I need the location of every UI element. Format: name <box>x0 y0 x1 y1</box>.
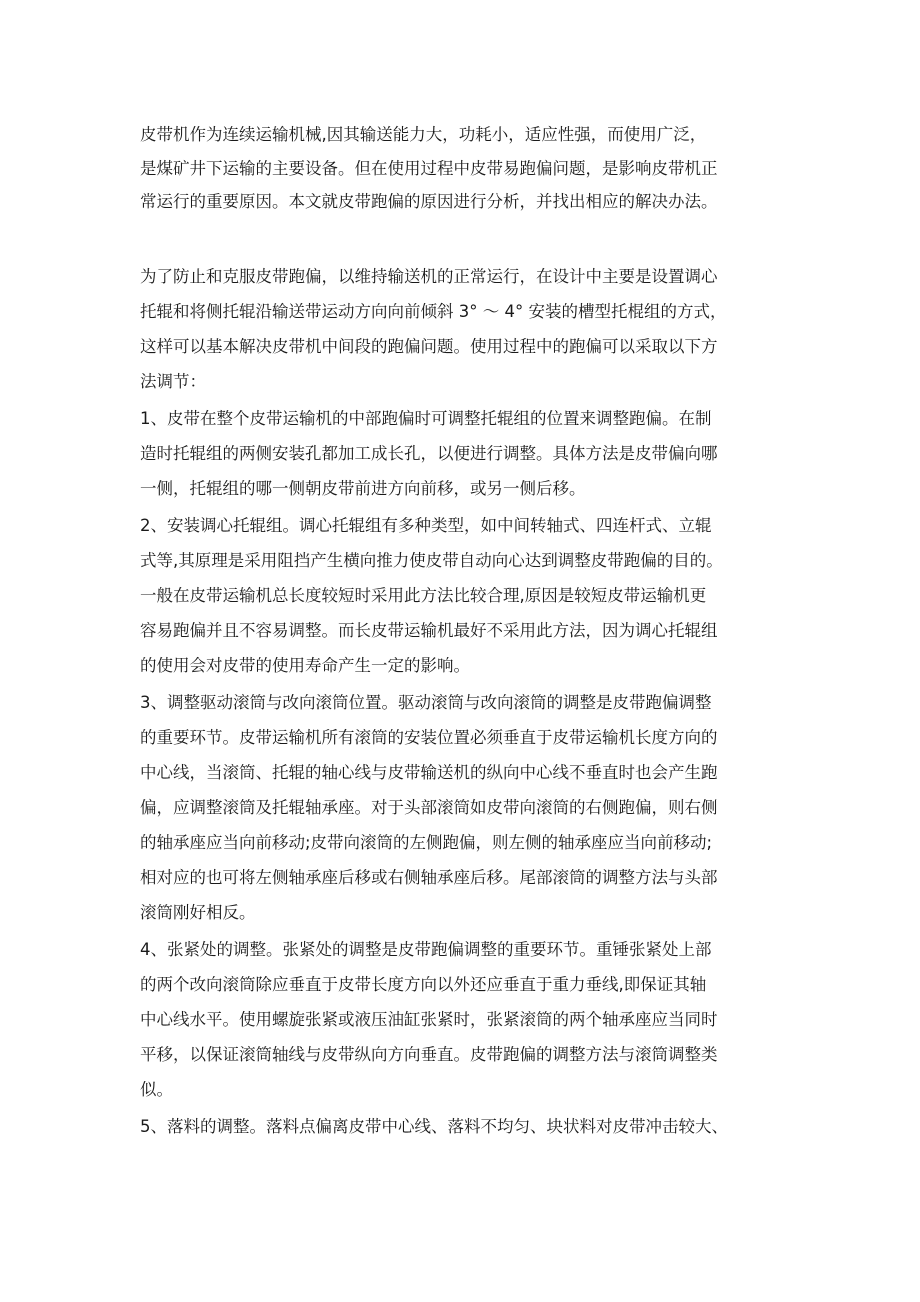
text-line: 3、调整驱动滚筒与改向滚筒位置。驱动滚筒与改向滚筒的调整是皮带跑偏调整 <box>140 692 712 712</box>
paragraph-item-5 <box>140 1109 784 1144</box>
text-line: 托辊和将侧托辊沿输送带运动方向向前倾斜 3° ～ 4° 安装的槽型托棍组的方式， <box>140 301 727 321</box>
text-line: 为了防止和克服皮带跑偏，以维持输送机的正常运行，在设计中主要是设置调心 <box>140 266 718 286</box>
text-line: 式等,其原理是采用阻挡产生横向推力使皮带自动向心达到调整皮带跑偏的目的。 <box>140 550 723 570</box>
text-line: 造时托辊组的两侧安装孔都加工成长孔，以便进行调整。具体方法是皮带偏向哪 <box>140 443 718 463</box>
text-line: 的使用会对皮带的使用寿命产生一定的影响。 <box>140 655 470 675</box>
text-line: 2、安装调心托辊组。调心托辊组有多种类型，如中间转轴式、四连杆式、立辊 <box>140 515 712 535</box>
text-line: 一般在皮带运输机总长度较短时采用此方法比较合理,原因是较短皮带运输机更 <box>140 585 707 605</box>
text-line: 中心线，当滚筒、托辊的轴心线与皮带输送机的纵向中心线不垂直时也会产生跑 <box>140 762 718 782</box>
text-line: 中心线水平。使用螺旋张紧或液压油缸张紧时，张紧滚筒的两个轴承座应当同时 <box>140 1009 718 1029</box>
text-line: 的两个改向滚筒除应垂直于皮带长度方向以外还应垂直于重力垂线,即保证其轴 <box>140 974 707 994</box>
text-line: 是煤矿井下运输的主要设备。但在使用过程中皮带易跑偏问题，是影响皮带机正 <box>140 158 718 178</box>
paragraph-item-1 <box>140 401 784 506</box>
paragraph-gap <box>140 219 784 259</box>
text-line: 5、落料的调整。落料点偏离皮带中心线、落料不均匀、块状料对皮带冲击较大、 <box>140 1116 728 1136</box>
text-line: 这样可以基本解决皮带机中间段的跑偏问题。使用过程中的跑偏可以采取以下方 <box>140 336 718 356</box>
text-line: 一侧，托辊组的哪一侧朝皮带前进方向前移，或另一侧后移。 <box>140 478 586 498</box>
text-line: 滚筒刚好相反。 <box>140 902 256 922</box>
text-line: 平移，以保证滚筒轴线与皮带纵向方向垂直。皮带跑偏的调整方法与滚筒调整类 <box>140 1044 718 1064</box>
text-line: 似。 <box>140 1079 173 1099</box>
text-line: 的轴承座应当向前移动;皮带向滚筒的左侧跑偏，则左侧的轴承座应当向前移动; <box>140 832 713 852</box>
text-line: 1、皮带在整个皮带运输机的中部跑偏时可调整托辊组的位置来调整跑偏。在制 <box>140 408 712 428</box>
document-body <box>140 118 784 1146</box>
text-line: 偏，应调整滚筒及托辊轴承座。对于头部滚筒如皮带向滚筒的右侧跑偏，则右侧 <box>140 797 718 817</box>
paragraph-item-2 <box>140 508 784 683</box>
text-line: 容易跑偏并且不容易调整。而长皮带运输机最好不采用此方法，因为调心托辊组 <box>140 620 718 640</box>
text-line: 常运行的重要原因。本文就皮带跑偏的原因进行分析，并找出相应的解决办法。 <box>140 192 718 211</box>
paragraph-item-3 <box>140 685 784 930</box>
paragraph-item-4 <box>140 932 784 1107</box>
text-line: 法调节： <box>140 371 206 391</box>
intro-paragraph <box>140 118 784 219</box>
text-line: 相对应的也可将左侧轴承座后移或右侧轴承座后移。尾部滚筒的调整方法与头部 <box>140 867 718 887</box>
text-line: 4、张紧处的调整。张紧处的调整是皮带跑偏调整的重要环节。重锤张紧处上部 <box>140 939 712 959</box>
paragraph-prevention <box>140 259 784 399</box>
text-line: 的重要环节。皮带运输机所有滚筒的安装位置必须垂直于皮带运输机长度方向的 <box>140 727 718 747</box>
text-line: 皮带机作为连续运输机械,因其输送能力大，功耗小，适应性强，而使用广泛， <box>140 125 707 144</box>
